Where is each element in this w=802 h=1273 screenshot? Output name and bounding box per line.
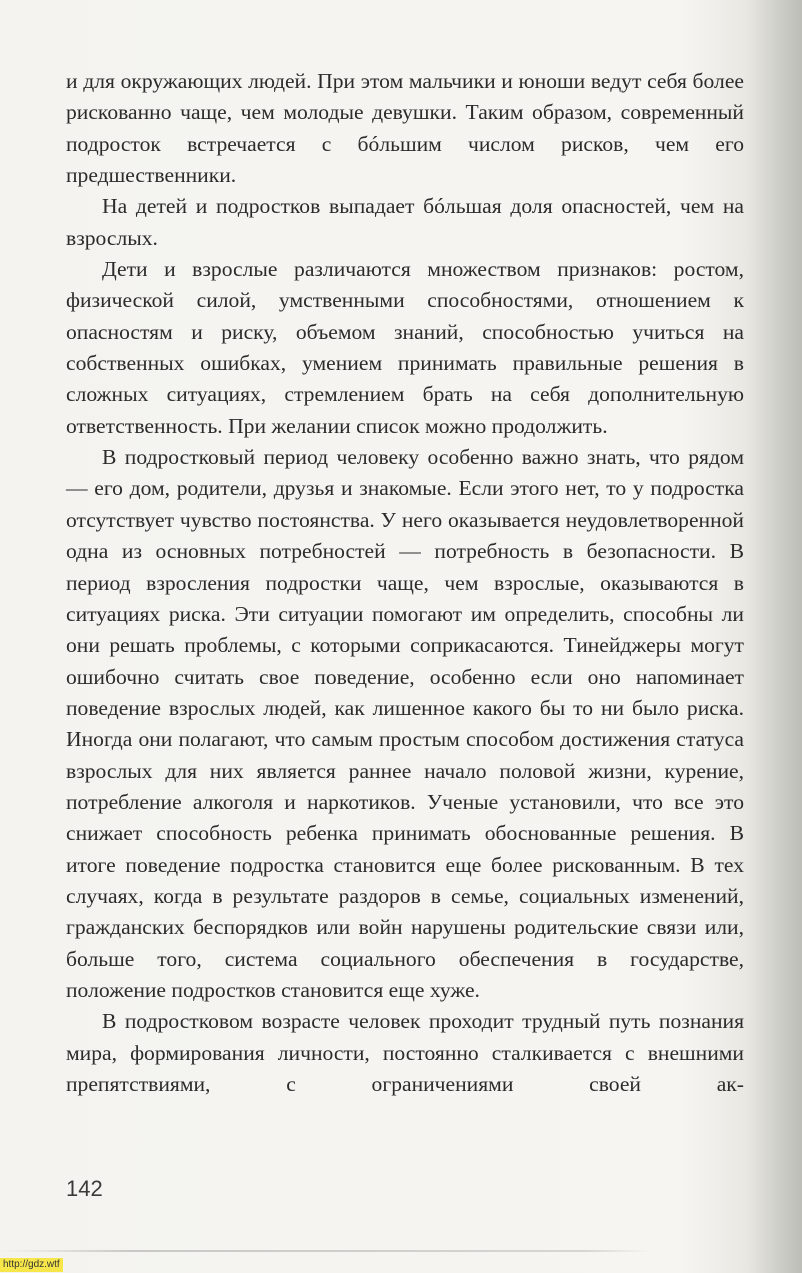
paragraph-3: Дети и взрослые различаются множеством признаков: ростом, физической силой, умственными способностями, отношением к опасностям и риску, объемом знаний, способностью учиться на собственных ошибках, умением принимать правильные решения в сложных ситуациях, стремлением брать на себя дополнительную ответственность. При желании список можно продолжить.: [66, 257, 744, 438]
watermark-link[interactable]: http://gdz.wtf: [0, 1258, 63, 1272]
page-number: 142: [66, 1176, 103, 1201]
paragraph-4: В подростковый период человеку особенно важно знать, что рядом — его дом, родители, друзья и знакомые. Если этого нет, то у подростка отсутствует чувство постоянства. У него оказывается неудовлетворенной одна из основных потребностей — потребность в безопасности. В период взросления подростки чаще, чем взрослые, оказываются в ситуациях риска. Эти ситуации помогают им определить, способны ли они решать проблемы, с которыми соприкасаются. Тинейджеры могут ошибочно считать свое поведение, особенно если оно напоминает поведение взрослых людей, как лишенное какого бы то ни было риска. Иногда они полагают, что самым простым способом достижения статуса взрослых для них является раннее начало половой жизни, курение, потребление алкоголя и наркотиков. Ученые установили, что все это снижает способность ребенка принимать обоснованные решения. В итоге поведение подростка становится еще более рискованным. В тех случаях, когда в результате раздоров в семье, социальных изменений, гражданских беспорядков или войн нарушены родительские связи или, больше того, система социального обеспечения в государстве, положение подростков становится еще хуже.: [66, 445, 744, 1002]
paragraph-5: В подростковом возрасте человек проходит трудный путь познания мира, формирования личности, постоянно сталкивается с внешними препятствиями, с ограничениями своей ак-: [66, 1009, 744, 1096]
body-text: [66, 66, 744, 1100]
page-bottom-edge: [0, 1250, 650, 1252]
paragraph-1: и для окружающих людей. При этом мальчики и юноши ведут себя более рискованно чаще, чем молодые девушки. Таким образом, современный подросток встречается с бóльшим числом рисков, чем его предшественники.: [66, 69, 744, 188]
paragraph-2: На детей и подростков выпадает бóльшая доля опасностей, чем на взрослых.: [66, 194, 744, 250]
